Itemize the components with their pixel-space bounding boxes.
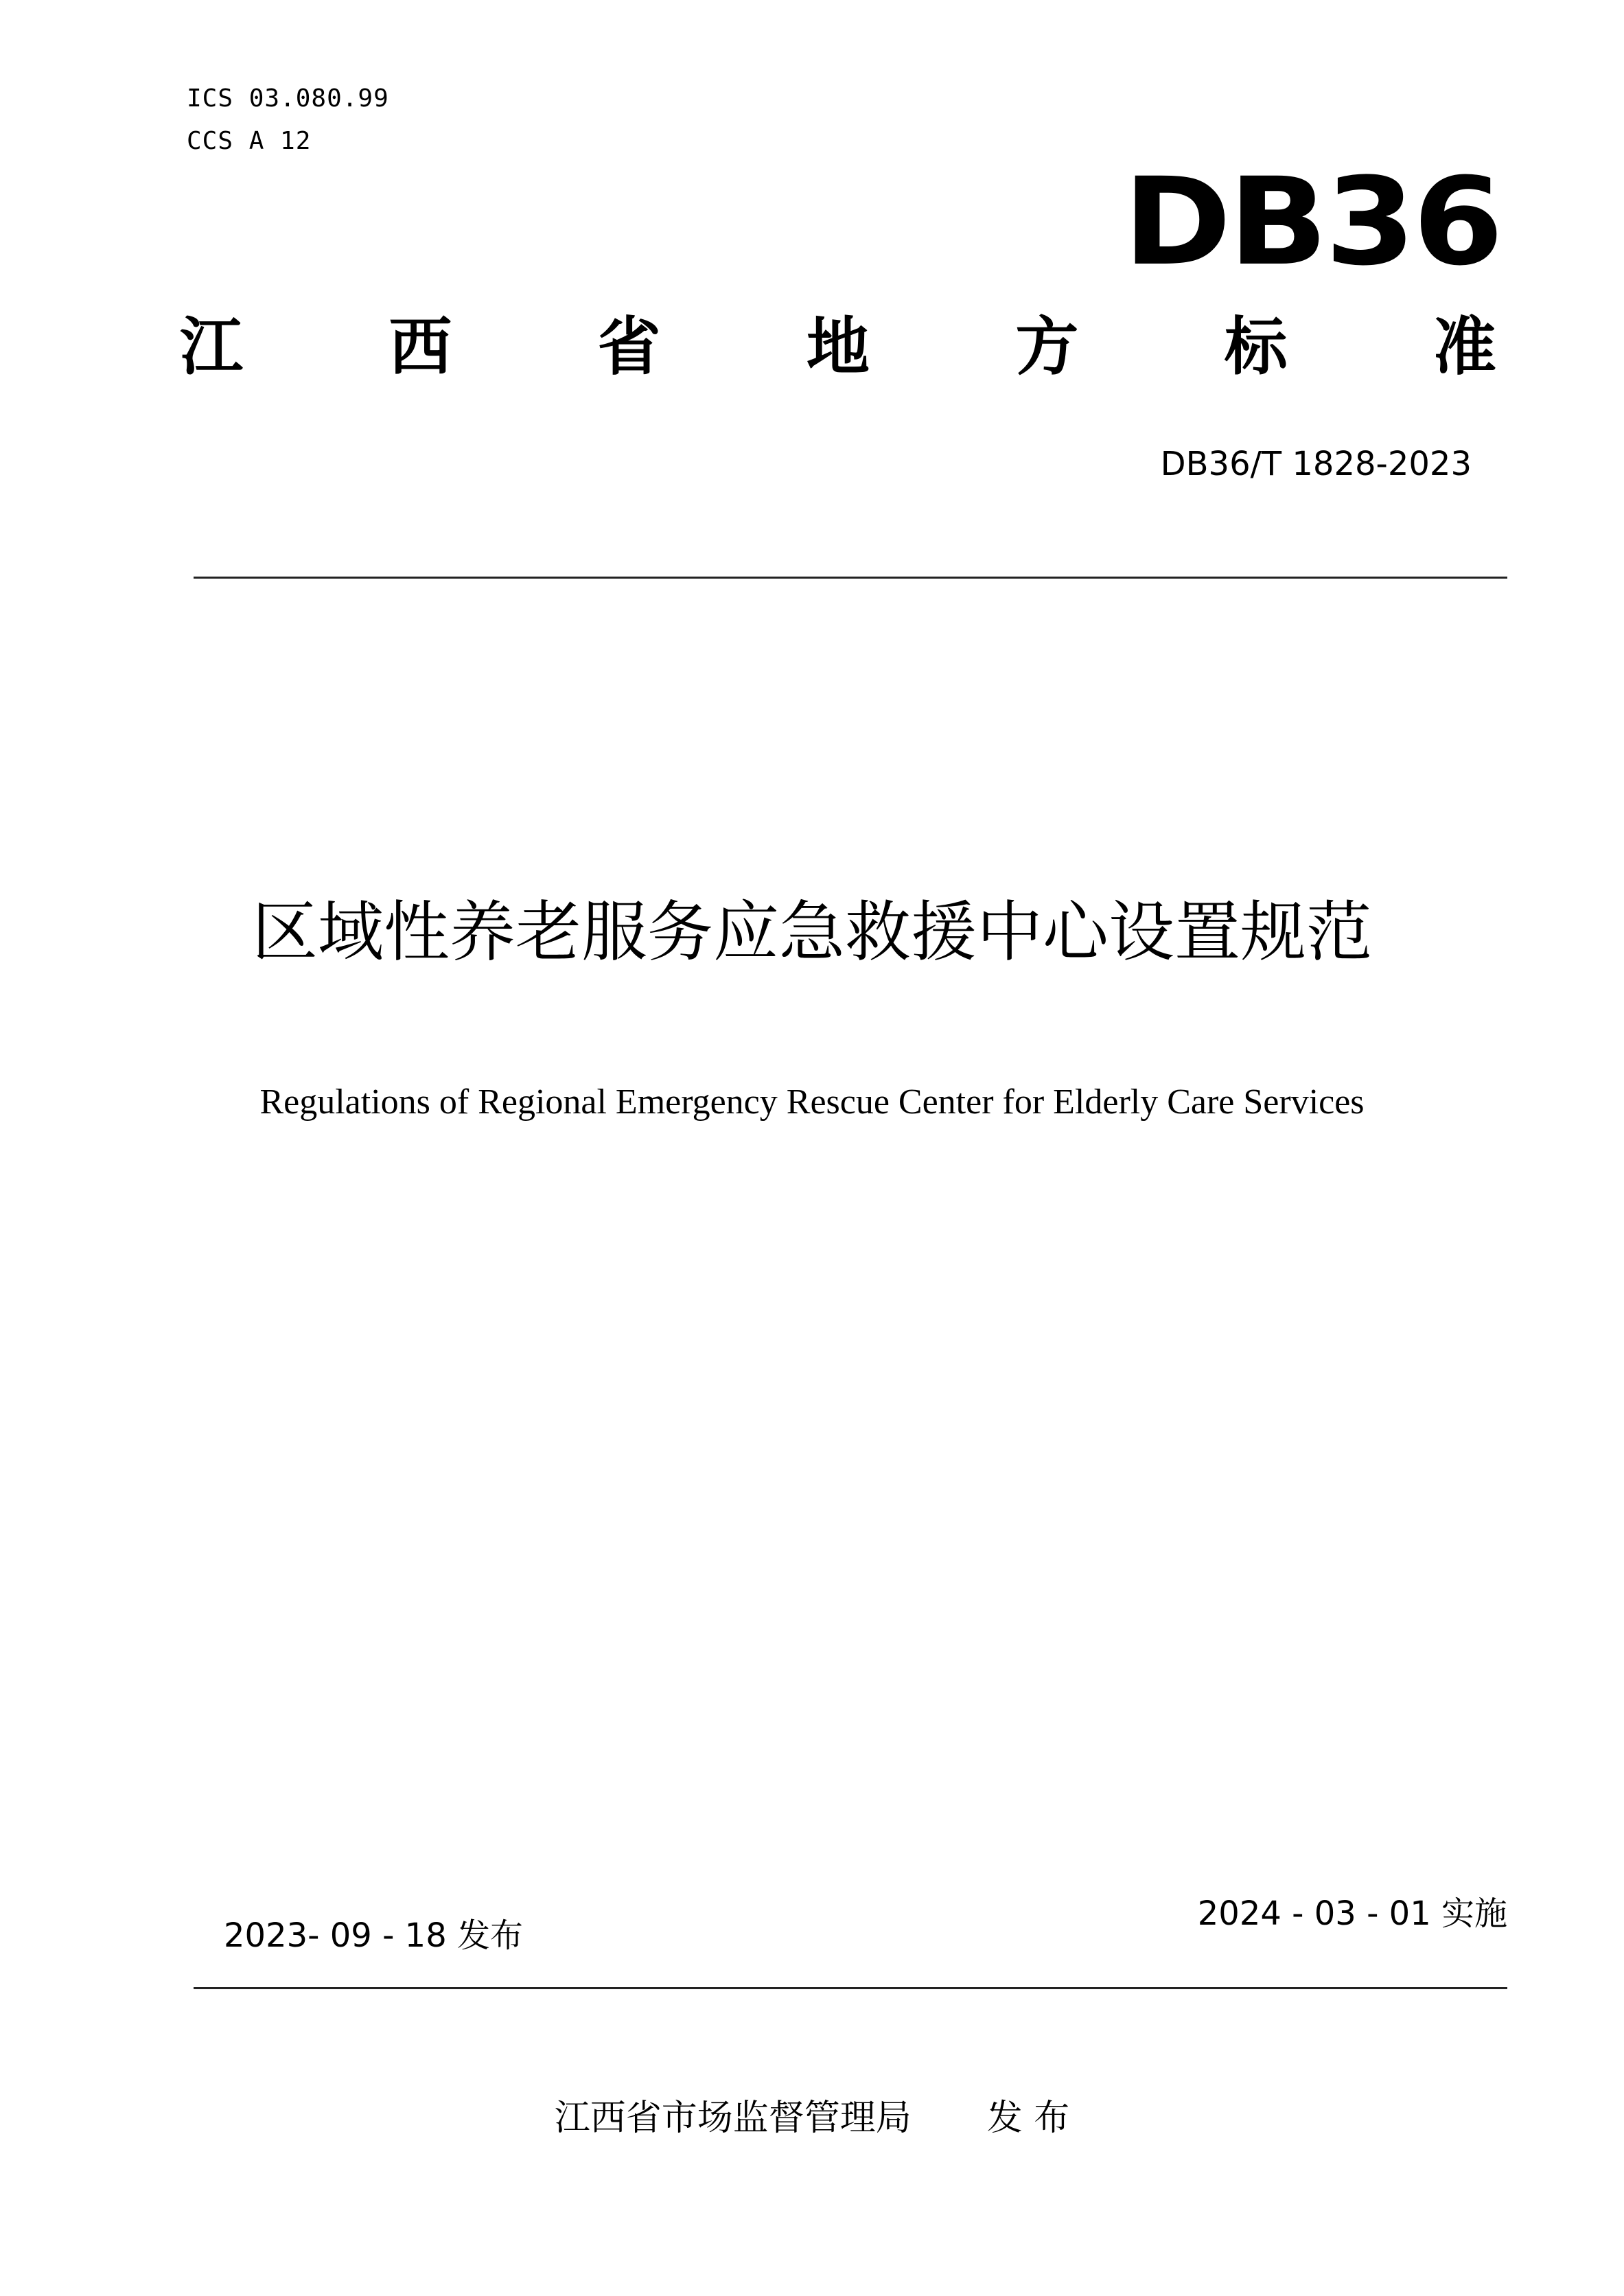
standard-type-char: 西 [388,310,452,384]
standard-type-char: 方 [1015,310,1079,384]
header-divider [194,577,1507,579]
issuer-line [0,2098,1624,2139]
standard-type-heading [180,310,1496,384]
issue-date: 2023- 09 - 18 发布 [224,1916,523,1955]
standard-number: DB36/T 1828-2023 [1160,445,1472,483]
standard-type-char: 江 [180,310,244,384]
ccs-code: CCS A 12 [187,127,312,155]
standard-type-char: 省 [597,310,661,384]
document-title-chinese: 区域性养老服务应急救援中心设置规范 [252,894,1372,971]
standard-type-char: 标 [1224,310,1288,384]
issuer-organization: 江西省市场监督管理局 [554,2098,912,2139]
implementation-date: 2024 - 03 - 01 实施 [1197,1894,1507,1933]
footer-divider [194,1987,1507,1989]
standard-type-char: 地 [806,310,870,384]
standard-type-char: 准 [1432,310,1496,384]
ics-code: ICS 03.080.99 [187,84,389,113]
db36-logo: DB36 [1123,152,1500,292]
issuer-action: 发 布 [986,2098,1070,2139]
document-title-english: Regulations of Regional Emergency Rescue Center for Elderly Care Services [259,1082,1365,1122]
